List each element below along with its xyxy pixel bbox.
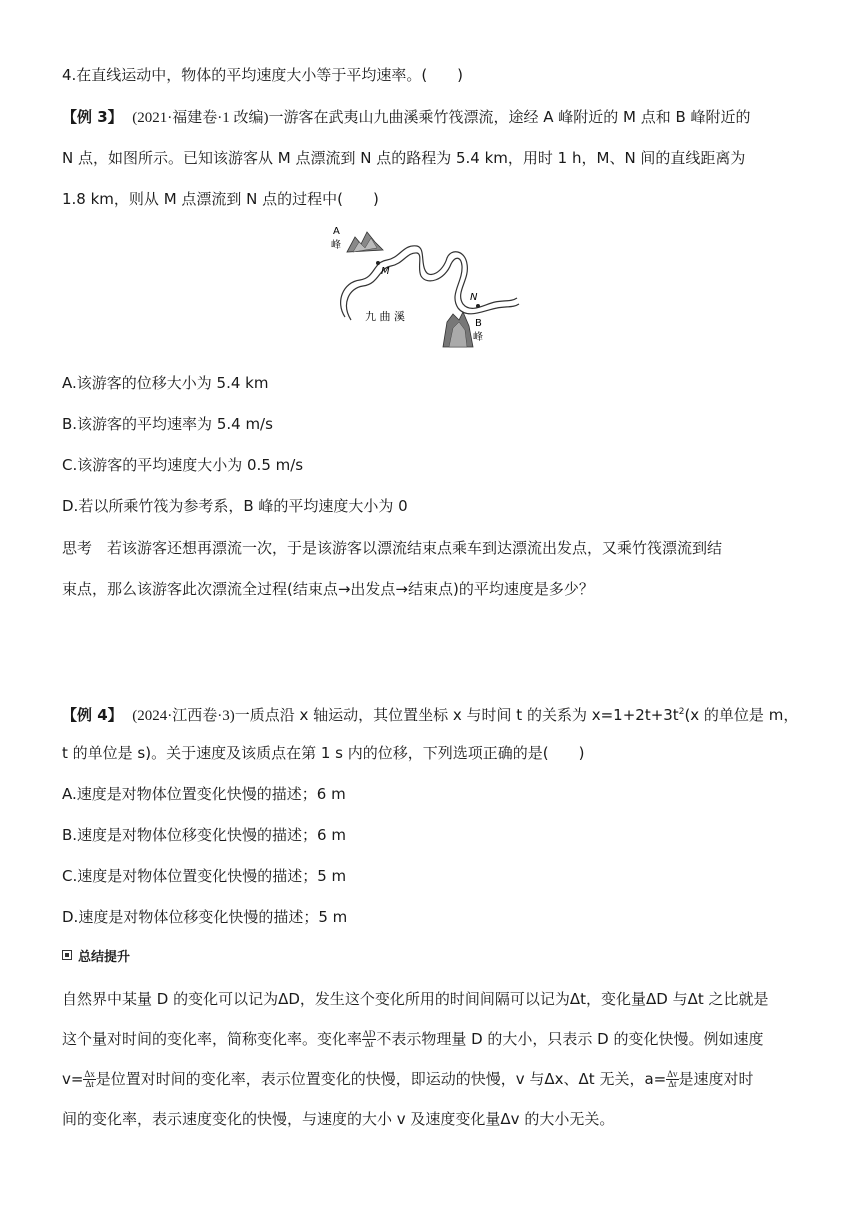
- peak-a-label: A: [333, 226, 340, 237]
- example-3-option-b: B.该游客的平均速率为 5.4 m/s: [62, 415, 273, 433]
- example-3-option-a: A.该游客的位移大小为 5.4 km: [62, 374, 269, 392]
- summary-line-4: 间的变化率，表示速度变化的快慢，与速度的大小 v 及速度变化量Δv 的大小无关。: [62, 1110, 615, 1128]
- question-4: 4.在直线运动中，物体的平均速度大小等于平均速率。( ): [62, 66, 464, 84]
- summary-square-icon: [62, 950, 72, 960]
- example-3-source: (2021·福建卷·1 改编): [132, 110, 269, 126]
- summary-line-1: 自然界中某量 D 的变化可以记为ΔD，发生这个变化所用的时间间隔可以记为Δt，变化量ΔD 与Δt 之比就是: [62, 990, 769, 1008]
- peak-a-char: 峰: [331, 240, 341, 251]
- think-line-2: 束点，那么该游客此次漂流全过程(结束点→出发点→结束点)的平均速度是多少？: [62, 580, 594, 598]
- example-4-tag: 【例 4】: [62, 706, 123, 724]
- example-4-source: (2024·江西卷·3): [132, 708, 235, 724]
- point-n-label: N: [470, 292, 478, 303]
- example-3-stem-line-2: N 点，如图所示。已知该游客从 M 点漂流到 N 点的路程为 5.4 km，用时 1 h，M、N 间的直线距离为: [62, 149, 746, 167]
- example-4-option-d: D.速度是对物体位移变化快慢的描述；5 m: [62, 908, 348, 926]
- river-path: [341, 246, 519, 320]
- example-3-option-c: C.该游客的平均速度大小为 0.5 m/s: [62, 456, 304, 474]
- peak-b-mountain-icon: [443, 312, 473, 347]
- fraction-delta-d-over-delta-t: $\frac{\Delta D}{\Delta t}$: [363, 1029, 376, 1049]
- example-4-stem-line-2: t 的单位是 s)。关于速度及该质点在第 1 s 内的位移，下列选项正确的是( ): [62, 744, 585, 762]
- peak-b-char: 峰: [473, 332, 483, 343]
- summary-line-3: v= $\frac{\Delta x}{\Delta t}$ 是位置对时间的变化率，表示位置变化的快慢，即运动的快慢，v 与Δx、Δt 无关，a= $\frac{\Delta v}{\Delta t}$ 是速度对时: [62, 1069, 754, 1089]
- example-4-stem-line-1: 【例 4】 (2024·江西卷·3)一质点沿 x 轴运动，其位置坐标 x 与时间 t 的关系为 $x=1+2t+3t^2(x$ 的单位是 m，: [62, 706, 799, 724]
- river-figure: [325, 222, 525, 357]
- think-line-1: 思考 若该游客还想再漂流一次，于是该游客以漂流结束点乘车到达漂流出发点，又乘竹筏漂流到结: [62, 539, 723, 557]
- example-3-stem-line-1: 【例 3】 (2021·福建卷·1 改编)一游客在武夷山九曲溪乘竹筏漂流，途经 A 峰附近的 M 点和 B 峰附近的: [62, 108, 751, 126]
- example-4-option-c: C.速度是对物体位置变化快慢的描述；5 m: [62, 867, 347, 885]
- example-3-option-d: D.若以所乘竹筏为参考系，B 峰的平均速度大小为 0: [62, 497, 408, 515]
- peak-a-mountain-icon: [347, 232, 383, 252]
- fraction-delta-v-over-delta-t: $\frac{\Delta v}{\Delta t}$: [667, 1069, 678, 1089]
- point-m-marker: [376, 261, 380, 265]
- example-4-option-a: A.速度是对物体位置变化快慢的描述；6 m: [62, 785, 346, 803]
- peak-b-label: B: [475, 318, 482, 329]
- summary-line-2: 这个量对时间的变化率，简称变化率。变化率 $\frac{\Delta D}{\Delta t}$ 不表示物理量 D 的大小，只表示 D 的变化快慢。例如速度: [62, 1029, 764, 1049]
- point-m-label: M: [381, 266, 390, 277]
- river-name-label: 九 曲 溪: [365, 310, 405, 323]
- example-3-stem-line-3: 1.8 km，则从 M 点漂流到 N 点的过程中( ): [62, 190, 379, 208]
- summary-heading: 总结提升: [62, 947, 130, 969]
- example-3-tag: 【例 3】: [62, 108, 123, 126]
- point-n-marker: [476, 304, 480, 308]
- fraction-delta-x-over-delta-t: $\frac{\Delta x}{\Delta t}$: [84, 1069, 95, 1089]
- example-4-option-b: B.速度是对物体位移变化快慢的描述；6 m: [62, 826, 346, 844]
